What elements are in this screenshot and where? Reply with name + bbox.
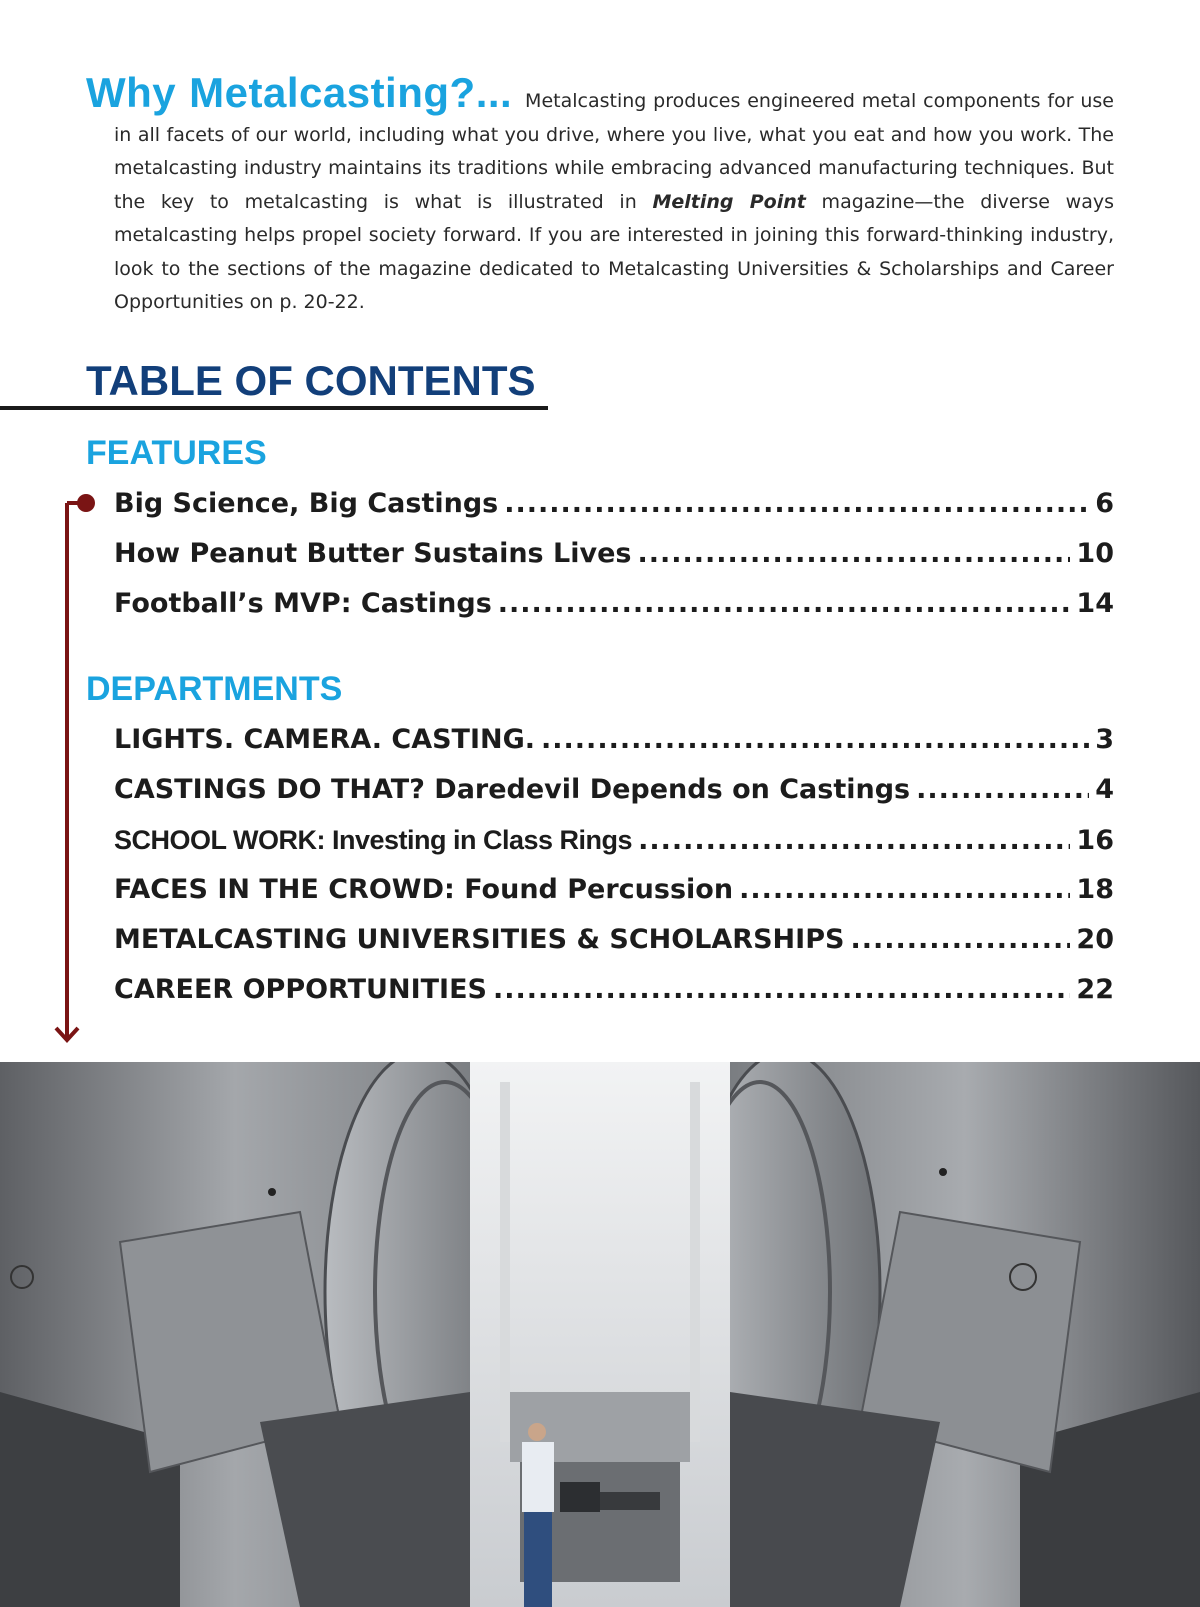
intro-text-after: magazine—the diverse ways metalcasting helps propel society forward. If you are interested in joining this forward-thinking industry, look to the sections of the magazine dedicated to Metalcasting Universities & Scholarships and Career Opportunities on p. 20-22. bbox=[114, 190, 1114, 313]
toc-entry-page: 20 bbox=[1076, 924, 1114, 955]
toc-entry-page: 18 bbox=[1076, 874, 1114, 905]
intro-text-before: Metalcasting produces engineered metal components for use in all facets of our world, including what you drive, where you live, what you eat and how you work. The metalcasting industry maintains its traditions while embracing advanced manufacturing techniques. But the key to metalcasting is what is illustrated in bbox=[114, 90, 1114, 213]
toc-entry-page: 14 bbox=[1076, 588, 1114, 619]
toc-entry[interactable] bbox=[114, 484, 1114, 534]
intro-section bbox=[86, 69, 1114, 320]
toc-title-rule bbox=[0, 406, 548, 410]
toc-entry-title: Big Science, Big Castings bbox=[114, 488, 499, 519]
toc-entry[interactable] bbox=[114, 720, 1114, 770]
toc-entry-title: METALCASTING UNIVERSITIES & SCHOLARSHIPS bbox=[114, 924, 845, 955]
toc-entry[interactable] bbox=[114, 584, 1114, 634]
toc-entry-title: FACES IN THE CROWD: Found Percussion bbox=[114, 874, 734, 905]
dot-leader bbox=[850, 920, 1070, 960]
toc-entry[interactable] bbox=[114, 820, 1114, 870]
toc-entry-title: SCHOOL WORK: Investing in Class Rings bbox=[114, 825, 633, 855]
toc-entry-page: 16 bbox=[1076, 825, 1114, 856]
dot-leader bbox=[541, 720, 1089, 760]
dot-leader bbox=[493, 970, 1070, 1010]
toc-entry-title: Football’s MVP: Castings bbox=[114, 588, 492, 619]
toc-entry-title: LIGHTS. CAMERA. CASTING. bbox=[114, 724, 536, 755]
toc-entry[interactable] bbox=[114, 770, 1114, 820]
toc-entry[interactable] bbox=[114, 870, 1114, 920]
intro-paragraph bbox=[86, 69, 1114, 320]
dot-leader bbox=[504, 484, 1089, 524]
dot-leader bbox=[739, 870, 1070, 910]
toc-title: TABLE OF CONTENTS bbox=[86, 357, 536, 404]
dot-leader bbox=[498, 584, 1071, 624]
departments-heading: DEPARTMENTS bbox=[86, 670, 343, 708]
toc-entry-page: 3 bbox=[1095, 724, 1114, 755]
intro-heading: Why Metalcasting?... bbox=[86, 69, 513, 116]
red-arrow-icon bbox=[52, 490, 112, 1050]
departments-list bbox=[114, 720, 1114, 1020]
dot-leader bbox=[637, 534, 1070, 574]
toc-entry-title: CASTINGS DO THAT? Daredevil Depends on Castings bbox=[114, 774, 911, 805]
dot-leader bbox=[916, 770, 1089, 810]
toc-entry-title: CAREER OPPORTUNITIES bbox=[114, 974, 487, 1005]
toc-entry[interactable] bbox=[114, 534, 1114, 584]
features-list bbox=[114, 484, 1114, 634]
toc-entry-page: 4 bbox=[1095, 774, 1114, 805]
toc-entry-page: 22 bbox=[1076, 974, 1114, 1005]
dot-leader bbox=[638, 821, 1070, 861]
toc-entry-title: How Peanut Butter Sustains Lives bbox=[114, 538, 632, 569]
magazine-name: Melting Point bbox=[652, 190, 806, 213]
features-heading: FEATURES bbox=[86, 434, 267, 472]
toc-entry-page: 10 bbox=[1076, 538, 1114, 569]
toc-entry-page: 6 bbox=[1095, 488, 1114, 519]
toc-entry[interactable] bbox=[114, 970, 1114, 1020]
industrial-photo-icon bbox=[0, 1062, 1200, 1607]
toc-entry[interactable] bbox=[114, 920, 1114, 970]
